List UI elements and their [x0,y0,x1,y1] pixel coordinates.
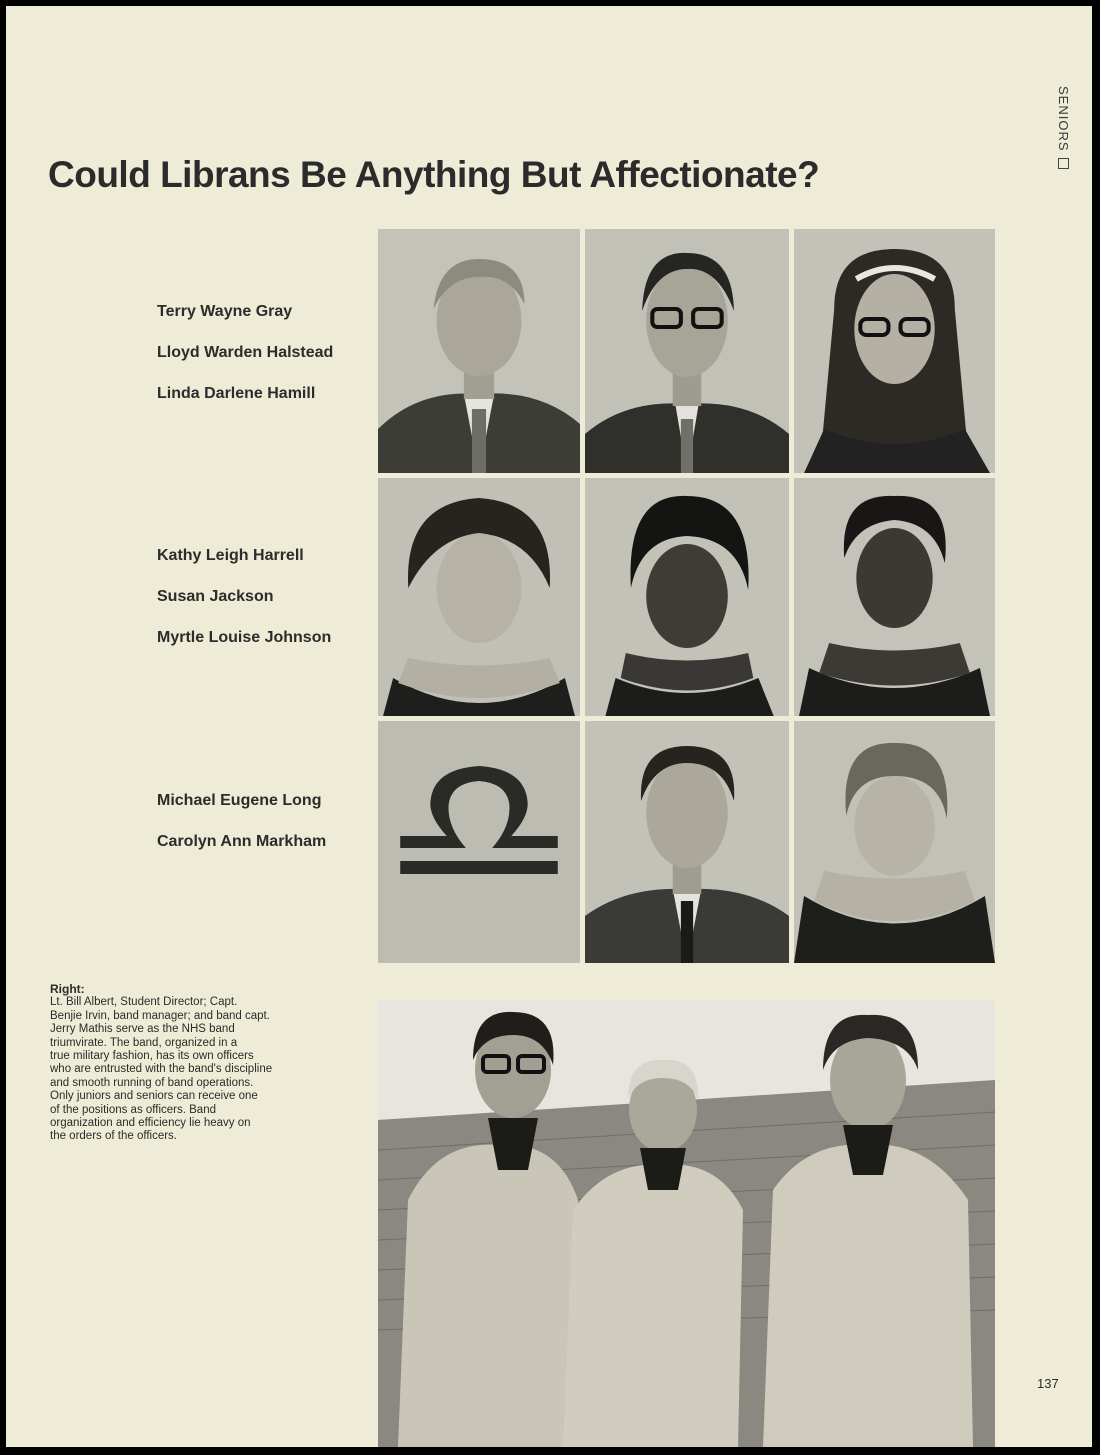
libra-icon [378,721,580,963]
student-name: Terry Wayne Gray [157,303,293,320]
caption-line: of the positions as officers. Band [50,1103,216,1116]
caption-line: who are entrusted with the band's discipline [50,1063,273,1076]
portrait-photo [585,721,789,963]
caption-line: triumvirate. The band, organized in a [50,1036,238,1049]
portrait-photo [378,229,580,473]
portrait-photo [794,721,995,963]
section-box-icon [1058,158,1069,169]
student-name: Linda Darlene Hamill [157,385,316,402]
photo-caption [50,983,340,1144]
libra-symbol-tile [378,721,580,963]
caption-line: true military fashion, has its own officers [50,1050,254,1063]
portrait-photo [585,229,789,473]
portrait-photo [378,478,580,716]
band-officers-photo [378,1000,995,1447]
portrait-photo [585,478,789,716]
section-tab [1056,86,1071,169]
student-name: Myrtle Louise Johnson [157,629,332,646]
name-list-row-2 [157,546,377,669]
section-tab-label: SENIORS [1056,86,1071,152]
student-name: Kathy Leigh Harrell [157,547,304,564]
student-name: Susan Jackson [157,588,274,605]
caption-line: Benjie Irvin, band manager; and band capt. [50,1009,270,1022]
caption-heading: Right: [50,982,85,996]
page-number: 137 [1037,1376,1059,1391]
name-list-row-3 [157,791,377,873]
caption-line: and smooth running of band operations. [50,1076,254,1089]
caption-line: Lt. Bill Albert, Student Director; Capt. [50,996,238,1009]
caption-line: the orders of the officers. [50,1130,177,1143]
yearbook-page [6,6,1092,1447]
name-list-row-1 [157,302,377,425]
student-name: Michael Eugene Long [157,792,322,809]
page-title: Could Librans Be Anything But Affectionate? [48,154,820,195]
student-name: Carolyn Ann Markham [157,833,327,850]
student-name: Lloyd Warden Halstead [157,344,334,361]
caption-line: Only juniors and seniors can receive one [50,1090,258,1103]
portrait-photo [794,478,995,716]
portrait-photo [794,229,995,473]
caption-line: Jerry Mathis serve as the NHS band [50,1023,235,1036]
caption-line: organization and efficiency lie heavy on [50,1117,251,1130]
